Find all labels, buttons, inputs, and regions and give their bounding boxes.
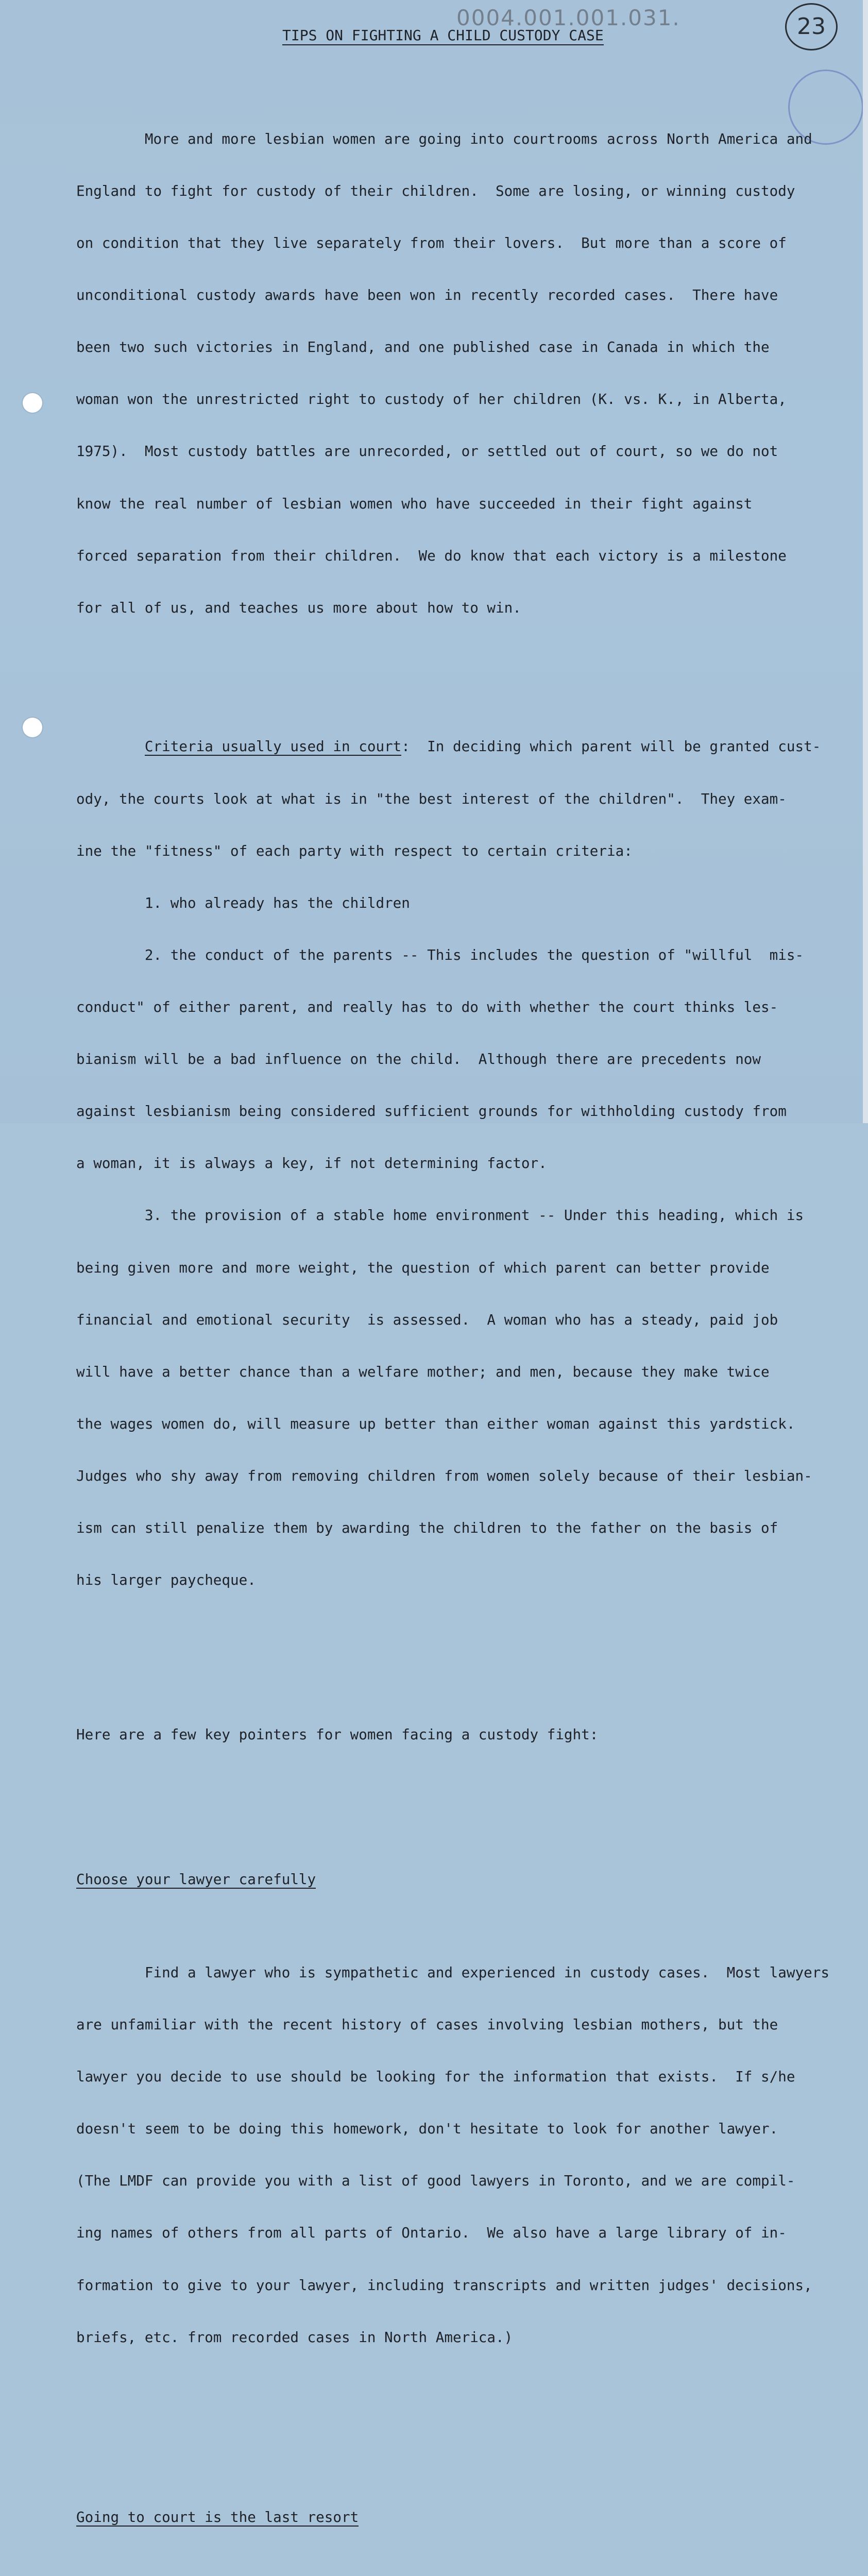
punch-hole [23, 393, 42, 413]
text-line: his larger paycheque. [76, 1571, 256, 1589]
criteria-first-line-text: : In deciding which parent will be granted cust- [401, 738, 821, 755]
text-line: on condition that they live separately from their lovers. But more than a score of [76, 234, 787, 252]
accession-number: 0004.001.001.031. [456, 5, 680, 30]
punch-hole [23, 718, 42, 737]
page-number-circle: 23 [785, 3, 838, 50]
text-line: doesn't seem to be doing this homework, don't hesitate to look for another lawyer. [76, 2120, 778, 2138]
text-line: being given more and more weight, the question of which parent can better provide [76, 1259, 770, 1276]
text-line: been two such victories in England, and one published case in Canada in which the [76, 338, 770, 356]
text-line: the wages women do, will measure up better than either woman against this yardstick. [76, 1415, 795, 1432]
text-line: 2. the conduct of the parents -- This includes the question of "willful mis- [76, 946, 804, 963]
text-line: woman won the unrestricted right to custody of her children (K. vs. K., in Alberta, [76, 391, 787, 408]
text-line: 3. the provision of a stable home environment -- Under this heading, which is [76, 1207, 804, 1224]
text-line: (The LMDF can provide you with a list of good lawyers in Toronto, and we are compil- [76, 2172, 795, 2190]
text-line: More and more lesbian women are going into courtrooms across North America and [76, 130, 812, 147]
text-line: briefs, etc. from recorded cases in North America.) [76, 2328, 513, 2346]
text-line: against lesbianism being considered sufficient grounds for withholding custody from [76, 1103, 787, 1120]
text-line: formation to give to your lawyer, including transcripts and written judges' decisions, [76, 2276, 812, 2294]
text-line: ine the "fitness" of each party with respect to certain criteria: [76, 842, 633, 859]
paper-edge [863, 0, 868, 1123]
text-line: England to fight for custody of their children. Some are losing, or winning custody [76, 182, 795, 199]
document-body [76, 61, 829, 2576]
criteria-paragraph [76, 703, 824, 1623]
text-line: Find a lawyer who is sympathetic and experienced in custody cases. Most lawyers [76, 1963, 829, 1981]
text-line: 1. who already has the children [76, 894, 410, 911]
text-line: bianism will be a bad influence on the child. Although there are precedents now [76, 1050, 761, 1068]
text-line: conduct" of either parent, and really has to do with whether the court thinks les- [76, 998, 778, 1015]
text-line: 1975). Most custody battles are unrecorded, or settled out of court, so we do not [76, 443, 778, 460]
section-heading: Going to court is the last resort [76, 2508, 359, 2526]
text-line: Judges who shy away from removing children from women solely because of their lesbian- [76, 1467, 812, 1484]
section-heading: Choose your lawyer carefully [76, 1871, 316, 1888]
text-line: for all of us, and teaches us more about how to win. [76, 599, 521, 616]
text-line: ism can still penalize them by awarding the children to the father on the basis of [76, 1519, 778, 1537]
document-title: TIPS ON FIGHTING A CHILD CUSTODY CASE [282, 27, 604, 45]
text-line: lawyer you decide to use should be looking for the information that exists. If s/he [76, 2068, 795, 2086]
section-court [76, 2473, 824, 2576]
text-line: are unfamiliar with the recent history of cases involving lesbian mothers, but the [76, 2016, 778, 2033]
criteria-heading: Criteria usually used in court [144, 738, 402, 755]
text-line: ody, the courts look at what is in "the best interest of the children". They exam- [76, 790, 787, 807]
text-line: ing names of others from all parts of Ontario. We also have a large library of in- [76, 2224, 787, 2242]
text-line: know the real number of lesbian women who have succeeded in their fight against [76, 495, 753, 512]
text-line: a woman, it is always a key, if not determining factor. [76, 1155, 547, 1172]
text-line: forced separation from their children. We do know that each victory is a milestone [76, 547, 787, 564]
pointers-intro: Here are a few key pointers for women facing a custody fight: [76, 1725, 599, 1743]
text-line: unconditional custody awards have been won in recently recorded cases. There have [76, 286, 778, 304]
intro-paragraph [76, 95, 824, 651]
text-line: financial and emotional security is assessed. A woman who has a steady, paid job [76, 1311, 778, 1328]
criteria-first-line [76, 738, 824, 755]
section-lawyer [76, 1836, 829, 2381]
text-line: will have a better chance than a welfare mother; and men, because they make twice [76, 1363, 770, 1380]
